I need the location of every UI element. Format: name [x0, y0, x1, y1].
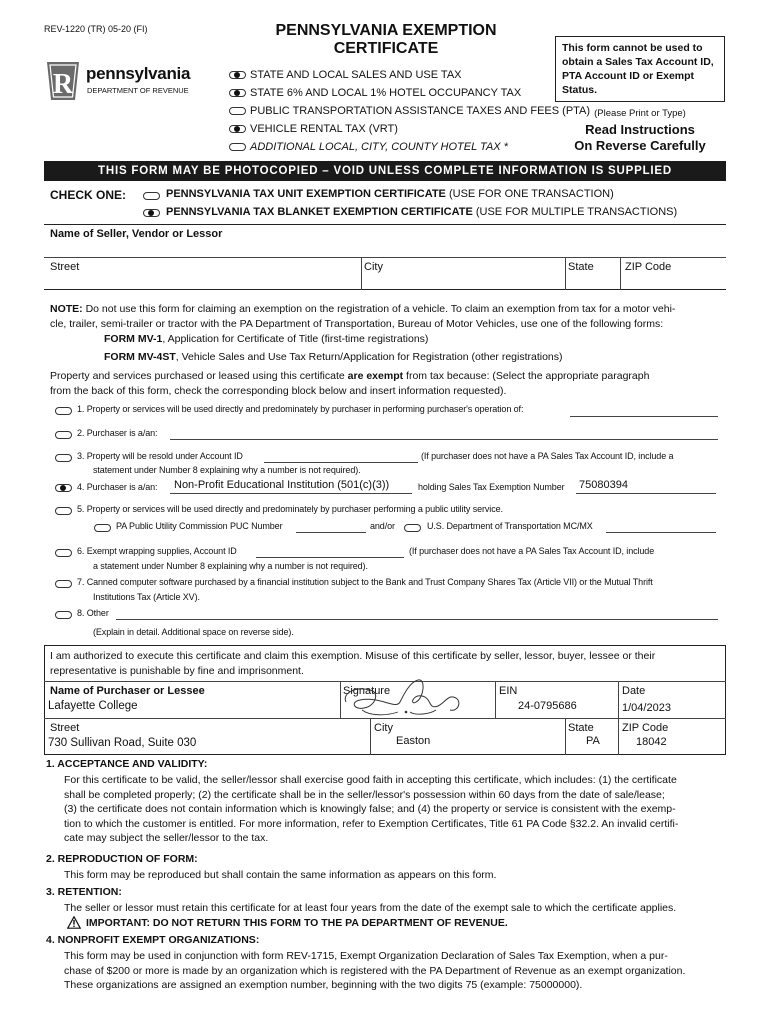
tax-pta-checkbox[interactable]	[229, 107, 246, 115]
reason-1-checkbox[interactable]	[55, 407, 72, 415]
date-field[interactable]: 1/04/2023	[622, 702, 671, 714]
section-2-body: This form may be reproduced but shall contain the same information as appears on this form.	[64, 869, 497, 881]
read-instructions-1: Read Instructions	[585, 122, 695, 137]
s4-line-1: This form may be used in conjunction with form REV-1715, Exempt Organization Declaration of Sales Tax Exemption, when a pur-	[64, 950, 668, 962]
usdot-label: U.S. Department of Transportation MC/MX	[427, 521, 593, 531]
check-one-label: CHECK ONE:	[50, 188, 127, 202]
and-or-label: and/or	[370, 521, 395, 531]
tax-local-hotel-checkbox[interactable]	[229, 143, 246, 151]
reason-7-note: Institutions Tax (Article XV).	[93, 592, 200, 602]
section-3-title: 3. RETENTION:	[46, 886, 122, 898]
blanket-exemption-checkbox[interactable]	[143, 209, 160, 217]
reason-2-checkbox[interactable]	[55, 431, 72, 439]
reason-5-checkbox[interactable]	[55, 507, 72, 515]
divider-date	[618, 681, 619, 719]
reason-4-type-value: Non-Profit Educational Institution (501(c)(3))	[174, 479, 390, 491]
authorization-line-1: I am authorized to execute this certificate and claim this exemption. Misuse of this certificate by seller, lessor, buyer, lessee or their	[50, 650, 656, 662]
purchaser-state-field[interactable]: PA	[586, 735, 600, 747]
form-mv1: FORM MV-1, Application for Certificate of Title (first-time registrations)	[104, 333, 429, 345]
s4-line-3: These organizations are assigned an exemption number, beginning with the two digits 75 (example: 75000000).	[64, 979, 583, 991]
unit-exemption-checkbox[interactable]	[143, 192, 160, 200]
puc-field[interactable]	[296, 532, 366, 533]
purchaser-state-label: State	[568, 722, 594, 734]
reason-7-label: 7. Canned computer software purchased by a financial institution subject to the Bank and Trust Company Shares Tax (Article VII) or the Mutual Thrift	[77, 577, 653, 587]
reason-2-field[interactable]	[170, 439, 718, 440]
reason-8-label: 8. Other	[77, 608, 109, 618]
purchaser-street-label: Street	[50, 722, 80, 734]
reason-6-checkbox[interactable]	[55, 549, 72, 557]
reason-5-label: 5. Property or services will be used directly and predominately by purchaser performing a public utility service.	[77, 504, 503, 514]
seller-street-label: Street	[50, 261, 80, 273]
photocopy-banner: THIS FORM MAY BE PHOTOCOPIED – VOID UNLESS COMPLETE INFORMATION IS SUPPLIED	[44, 161, 726, 181]
purchaser-city-label: City	[374, 722, 393, 734]
ein-label: EIN	[499, 685, 518, 697]
s1-line-5: cate may subject the seller/lessor to the tax.	[64, 832, 269, 844]
important-notice: IMPORTANT: DO NOT RETURN THIS FORM TO THE PA DEPARTMENT OF REVENUE.	[86, 917, 508, 929]
property-line-2: from the back of this form, check the corresponding block below and insert information requested).	[50, 384, 507, 397]
reason-6-account-field[interactable]	[256, 557, 404, 558]
tax-hotel-occupancy-label: STATE 6% AND LOCAL 1% HOTEL OCCUPANCY TAX	[250, 87, 522, 99]
section-4-title: 4. NONPROFIT EXEMPT ORGANIZATIONS:	[46, 934, 260, 946]
seller-address-field[interactable]	[44, 257, 726, 290]
reason-4-type-field[interactable]	[170, 493, 412, 494]
form-mv4st: FORM MV-4ST, Vehicle Sales and Use Tax Return/Application for Registration (other registrations)	[104, 351, 563, 363]
keystone-icon	[44, 60, 82, 102]
reason-2-label: 2. Purchaser is a/an:	[77, 428, 158, 438]
purchaser-zip-label: ZIP Code	[622, 722, 669, 734]
unit-exemption-label: PENNSYLVANIA TAX UNIT EXEMPTION CERTIFICATE (USE FOR ONE TRANSACTION)	[166, 188, 614, 200]
blanket-exemption-label: PENNSYLVANIA TAX BLANKET EXEMPTION CERTIFICATE (USE FOR MULTIPLE TRANSACTIONS)	[166, 206, 678, 218]
reason-4-label: 4. Purchaser is a/an:	[77, 482, 158, 492]
reason-6-label: 6. Exempt wrapping supplies, Account ID	[77, 546, 237, 556]
seller-name-label: Name of Seller, Vendor or Lessor	[50, 228, 223, 240]
puc-label: PA Public Utility Commission PUC Number	[116, 521, 283, 531]
s1-line-3: (3) the certificate does not contain information which is knowingly false; and (4) the property or service is consistent with the exemp-	[64, 803, 676, 815]
reason-6-note-2: a statement under Number 8 explaining why a number is not required).	[93, 561, 368, 571]
section-1-body	[64, 773, 726, 846]
section-4-body	[64, 949, 726, 993]
seller-city-label: City	[364, 261, 383, 273]
reason-1-label: 1. Property or services will be used directly and predominately by purchaser in performing purchaser's operation of:	[77, 404, 524, 414]
s1-line-2: shall be completed properly; (2) the certificate shall be in the seller/lessor's possession within 60 days from the date of sale/lease;	[64, 788, 665, 801]
reason-6-note: (If purchaser does not have a PA Sales Tax Account ID, include	[409, 546, 655, 556]
purchaser-name-label: Name of Purchaser or Lessee	[50, 685, 205, 697]
reason-3-checkbox[interactable]	[55, 454, 72, 462]
purchaser-city-field[interactable]: Easton	[396, 735, 431, 747]
reason-3-account-field[interactable]	[264, 462, 418, 463]
tax-vrt-label: VEHICLE RENTAL TAX (VRT)	[250, 123, 398, 135]
s1-line-4: tion to which the customer is entitled. For more information, refer to Exemption Certificates, Title 61 PA Code §32.2. An invalid certifi-	[64, 817, 679, 830]
form-id: REV-1220 (TR) 05-20 (FI)	[44, 24, 148, 34]
svg-text:R: R	[52, 69, 74, 100]
reason-3-label: 3. Property will be resold under Account ID	[77, 451, 243, 461]
tax-sales-use-checkbox[interactable]	[229, 71, 246, 79]
reason-4-number-field[interactable]	[576, 493, 716, 494]
s4-line-2: chase of $200 or more is made by an organization which is registered with the PA Department of Revenue as an exempt organization.	[64, 964, 686, 977]
logo-wordmark: pennsylvania	[86, 64, 191, 83]
title-line-2: CERTIFICATE	[333, 40, 439, 57]
date-label: Date	[622, 685, 646, 697]
tax-pta-label: PUBLIC TRANSPORTATION ASSISTANCE TAXES AND FEES (PTA)	[250, 105, 591, 117]
reason-3-note: (If purchaser does not have a PA Sales Tax Account ID, include a	[421, 451, 674, 461]
section-2-title: 2. REPRODUCTION OF FORM:	[46, 853, 198, 865]
signature-label: Signature	[343, 685, 391, 697]
usdot-field[interactable]	[606, 532, 716, 533]
seller-name-field[interactable]	[44, 240, 726, 257]
reason-8-note: (Explain in detail. Additional space on reverse side).	[93, 627, 294, 637]
property-paragraph: Property and services purchased or leased using this certificate are exempt from tax because: (Select the appropriate paragraph from the back of this form, check the corresponding block below and insert information requested).	[50, 369, 726, 398]
note-line-2: cle, trailer, semi-trailer or tractor with the PA Department of Transportation, Bureau of Motor Vehicles, use one of the following forms:	[50, 317, 664, 330]
section-1-title: 1. ACCEPTANCE AND VALIDITY:	[46, 758, 208, 770]
usdot-checkbox[interactable]	[404, 524, 421, 532]
notice-box: This form cannot be used to obtain a Sales Tax Account ID, PTA Account ID or Exempt Status.	[555, 36, 725, 102]
divider-zip	[618, 718, 619, 755]
purchaser-name-field[interactable]: Lafayette College	[48, 700, 138, 712]
reason-4-number-value: 75080394	[579, 479, 628, 491]
title-line-1: PENNSYLVANIA EXEMPTION	[275, 22, 497, 39]
note-paragraph: NOTE: Do not use this form for claiming an exemption on the registration of a vehicle. To claim an exemption from tax for a motor vehi- cle, trailer, semi-trailer or tractor with the PA Department of Transportation, Bureau of Motor Vehicles, use one of the following forms:	[50, 302, 726, 331]
page-title	[222, 22, 550, 58]
authorization-line-2: representative is punishable by fine and imprisonment.	[50, 664, 304, 677]
ein-field[interactable]: 24-0795686	[518, 700, 577, 712]
tax-local-hotel-label: ADDITIONAL LOCAL, CITY, COUNTY HOTEL TAX *	[250, 141, 508, 153]
purchaser-street-field[interactable]: 730 Sullivan Road, Suite 030	[48, 737, 197, 749]
logo-subtitle: DEPARTMENT OF REVENUE	[87, 86, 189, 95]
pa-logo	[44, 60, 204, 104]
purchaser-zip-field[interactable]: 18042	[636, 736, 667, 748]
signature-image	[340, 672, 500, 724]
puc-checkbox[interactable]	[94, 524, 111, 532]
reason-4-checkbox[interactable]	[55, 484, 72, 492]
reason-1-field[interactable]	[570, 416, 718, 417]
reason-7-checkbox[interactable]	[55, 580, 72, 588]
purchaser-mid-divider	[44, 718, 726, 719]
tax-sales-use-label: STATE AND LOCAL SALES AND USE TAX	[250, 69, 462, 81]
print-note: (Please Print or Type)	[594, 108, 686, 119]
divider-state	[565, 718, 566, 755]
read-instructions-2: On Reverse Carefully	[574, 138, 706, 153]
reason-3-note-2: statement under Number 8 explaining why a number is not required).	[93, 465, 361, 475]
divider-city	[370, 718, 371, 755]
warning-icon	[67, 916, 81, 929]
section-3-body: The seller or lessor must retain this certificate for at least four years from the date of the exempt sale to which the certificate applies.	[64, 902, 677, 914]
divider-ein	[495, 681, 496, 719]
reason-8-checkbox[interactable]	[55, 611, 72, 619]
seller-state-label: State	[568, 261, 594, 273]
s1-line-1: For this certificate to be valid, the seller/lessor shall exercise good faith in accepting this certificate, which includes: (1) the certificate	[64, 774, 677, 786]
tax-hotel-occupancy-checkbox[interactable]	[229, 89, 246, 97]
seller-zip-label: ZIP Code	[625, 261, 672, 273]
reason-8-field[interactable]	[116, 619, 718, 620]
reason-4-number-label: holding Sales Tax Exemption Number	[418, 482, 565, 492]
tax-vrt-checkbox[interactable]	[229, 125, 246, 133]
